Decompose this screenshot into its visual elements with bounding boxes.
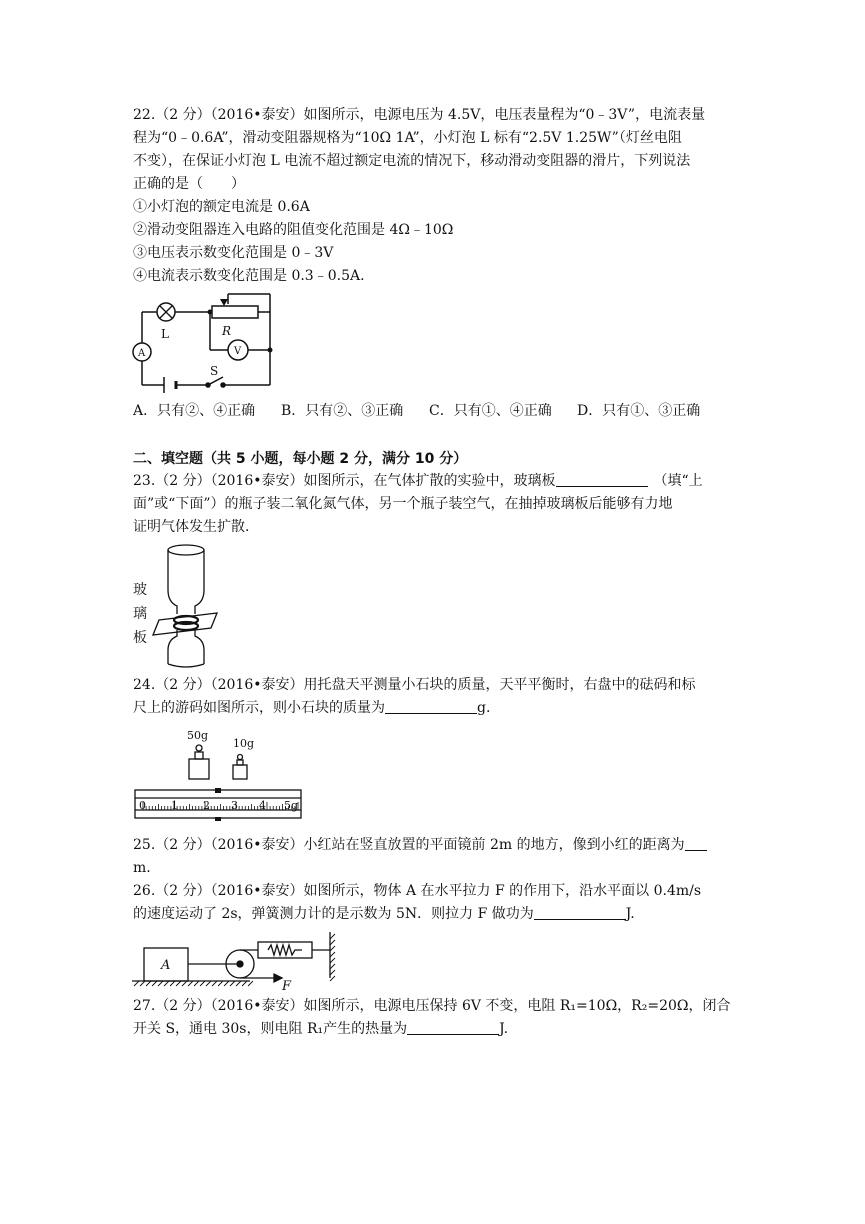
label-voltmeter: V — [234, 346, 242, 357]
q22-line-4: 正确的是（ ） — [133, 176, 245, 192]
q22-statement-3: ③电压表示数变化范围是 0﹣3V — [133, 245, 334, 261]
wall-hatch — [330, 976, 335, 981]
option-b[interactable]: B．只有②、③正确 — [281, 403, 404, 419]
q22-statement-1: ①小灯泡的额定电流是 0.6A — [133, 199, 310, 215]
wall-hatch — [330, 964, 335, 969]
scale-label-5g: 5g — [284, 799, 299, 812]
label-switch: S — [210, 364, 219, 378]
label-force-f: F — [282, 979, 292, 990]
ground-hatch — [170, 981, 175, 986]
ground-hatch — [134, 981, 139, 986]
q26-line-2: 的速度运动了 2s，弹簧测力计的是示数为 5N．则拉力 F 做功为 J. — [133, 906, 635, 922]
label-ammeter: A — [138, 348, 146, 359]
ground-hatch — [248, 981, 253, 986]
q26-line-1: 26.（2 分）（2016•泰安）如图所示，物体 A 在水平拉力 F 的作用下，沿水平面以 0.4m/s — [133, 883, 702, 899]
option-d[interactable]: D．只有①、③正确 — [577, 403, 701, 419]
ground-hatch — [146, 981, 151, 986]
ground-hatch — [176, 981, 181, 986]
ground-hatch — [140, 981, 145, 986]
q24-line-1: 24.（2 分）（2016•泰安）用托盘天平测量小石块的质量，天平平衡时，右盘中的砝码和标 — [133, 677, 696, 693]
q27-line-2: 开关 S，通电 30s，则电阻 R₁产生的热量为 J. — [133, 1021, 509, 1037]
option-a[interactable]: A．只有②、④正确 — [133, 403, 256, 419]
label-glass-2: 璃 — [133, 606, 147, 622]
q22-statement-2: ②滑动变阻器连入电路的阻值变化范围是 4Ω﹣10Ω — [133, 222, 454, 238]
wall-hatch — [330, 952, 335, 957]
weight-label-10g: 10g — [233, 737, 255, 750]
q24-answer-blank[interactable] — [385, 699, 477, 714]
wall-hatch — [330, 934, 335, 939]
q25-line-1: 25.（2 分）（2016•泰安）小红站在竖直放置的平面镜前 2m 的地方，像到小红的距离为 — [133, 834, 707, 856]
balance-scale-figure — [133, 725, 305, 825]
q22-line-2: 程为“0﹣0.6A”，滑动变阻器规格为“10Ω 1A”，小灯泡 L 标有“2.5V 1.25W”（灯丝电阻 — [133, 130, 682, 146]
pulley-figure — [130, 928, 355, 990]
q23-line-3: 证明气体发生扩散. — [133, 519, 250, 535]
label-block-a: A — [161, 958, 171, 973]
lamp-icon — [157, 303, 175, 321]
section-title: 二、填空题（共 5 小题，每小题 2 分，满分 10 分） — [133, 451, 468, 467]
scale-label-4: 4 — [259, 799, 266, 812]
q26-answer-blank[interactable] — [534, 905, 626, 920]
circuit-diagram-q22 — [130, 290, 280, 395]
q27-answer-blank[interactable] — [407, 1020, 499, 1035]
ground-hatch — [242, 981, 247, 986]
scale-label-2: 2 — [203, 799, 210, 812]
q22-options — [133, 400, 725, 422]
wall-hatch — [330, 958, 335, 963]
ground-hatch — [206, 981, 211, 986]
switch-icon — [206, 377, 225, 387]
label-glass-1: 玻 — [133, 582, 147, 598]
scale-label-1: 1 — [171, 799, 178, 812]
q25-answer-blank[interactable] — [685, 836, 707, 851]
label-rheostat: R — [222, 324, 232, 338]
q22-statement-4: ④电流表示数变化范围是 0.3﹣0.5A. — [133, 268, 365, 284]
ground-hatch — [212, 981, 217, 986]
q24-line-2: 尺上的游码如图所示，则小石块的质量为 g. — [133, 700, 491, 716]
ground-hatch — [230, 981, 235, 986]
scale-label-0: 0 — [139, 799, 146, 812]
diffusion-bottles-figure — [133, 540, 223, 670]
ground-hatch — [200, 981, 205, 986]
ground-hatch — [158, 981, 163, 986]
q22-line-3: 不变），在保证小灯泡 L 电流不超过额定电流的情况下，移动滑动变阻器的滑片，下列说法 — [133, 153, 691, 169]
label-lamp: L — [161, 327, 169, 341]
q23-line-2: 面”或“下面”）的瓶子装二氧化氮气体，另一个瓶子装空气，在抽掉玻璃板后能够有力地 — [133, 496, 673, 512]
ground-hatch — [224, 981, 229, 986]
q25-line-2: m. — [133, 860, 151, 876]
wall-hatch — [330, 940, 335, 945]
q22-line-1: 22.（2 分）（2016•泰安）如图所示，电源电压为 4.5V，电压表量程为“0﹣3V”，电流表量 — [133, 107, 706, 123]
q23-answer-blank[interactable] — [556, 472, 648, 487]
label-glass-3: 板 — [133, 630, 147, 646]
ground-hatch — [182, 981, 187, 986]
ground-hatch — [194, 981, 199, 986]
q23-line-1: 23.（2 分）（2016•泰安）如图所示，在气体扩散的实验中，玻璃板 （填“上 — [133, 473, 703, 489]
battery-icon — [164, 377, 176, 393]
weight-label-50g: 50g — [187, 729, 209, 742]
q27-line-1: 27.（2 分）（2016•泰安）如图所示，电源电压保持 6V 不变，电阻 R₁=10Ω，R₂=20Ω，闭合 — [133, 998, 731, 1014]
wall-hatch — [330, 946, 335, 951]
rheostat-icon — [212, 299, 258, 318]
ground-hatch — [236, 981, 241, 986]
option-c[interactable]: C．只有①、④正确 — [429, 403, 552, 419]
wall-hatch — [330, 970, 335, 975]
ground-hatch — [218, 981, 223, 986]
ground-hatch — [152, 981, 157, 986]
scale-label-3: 3 — [231, 799, 238, 812]
ground-hatch — [164, 981, 169, 986]
ground-hatch — [188, 981, 193, 986]
